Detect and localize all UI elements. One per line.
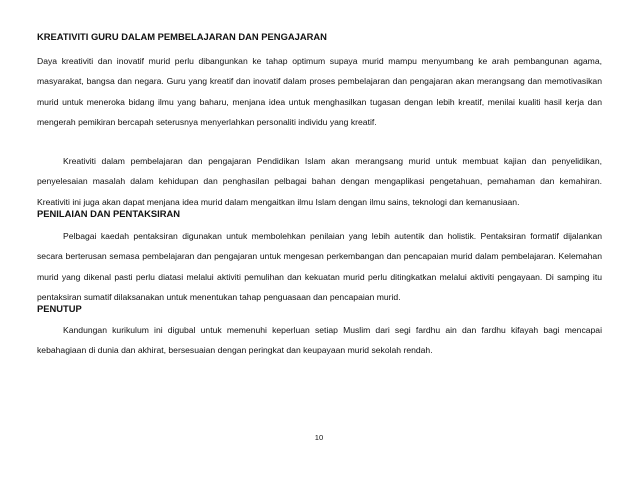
heading-kreativiti: KREATIVITI GURU DALAM PEMBELAJARAN DAN PENGAJARAN (37, 31, 327, 42)
heading-penutup: PENUTUP (37, 303, 82, 314)
page-number: 10 (314, 433, 324, 442)
paragraph-penilaian-1: Pelbagai kaedah pentaksiran digunakan untuk membolehkan penilaian yang lebih autentik dan holistik. Pentaksiran formatif dijalankan secara berterusan semasa pembelajaran dan pengajaran untuk mengesan perkembangan dan pencapaian murid dalam pembelajaran. Kelemahan murid yang dikenal pasti perlu diatasi melalui aktiviti pemulihan dan kekuatan murid perlu ditingkatkan melalui aktiviti pengayaan. Di samping itu pentaksiran sumatif dilaksanakan untuk menentukan tahap penguasaan dan pencapaian murid. (37, 231, 602, 303)
paragraph-kreativiti-2: Kreativiti dalam pembelajaran dan pengajaran Pendidikan Islam akan merangsang murid untuk membuat kajian dan penyelidikan, penyelesaian masalah dalam kehidupan dan penghasilan pelbagai bahan dengan mengaplikasi pengetahuan, pemahaman dan kemahiran. Kreativiti ini juga akan dapat menjana idea murid dalam mengaitkan ilmu Islam dengan ilmu sains, teknologi dan kemanusiaan. (37, 156, 602, 207)
paragraph-penutup-1: Kandungan kurikulum ini digubal untuk memenuhi keperluan setiap Muslim dari segi fardhu ain dan fardhu kifayah bagi mencapai kebahagiaan di dunia dan akhirat, bersesuaian dengan peringkat dan keupayaan murid sekolah rendah. (37, 325, 602, 356)
paragraph-kreativiti-1: Daya kreativiti dan inovatif murid perlu dibangunkan ke tahap optimum supaya murid mampu menyumbang ke arah pembangunan agama, masyarakat, bangsa dan negara. Guru yang kreatif dan inovatif dalam proses pembelajaran dan pengajaran akan merangsang dan memotivasikan murid untuk meneroka bidang ilmu yang baharu, menjana idea untuk menghasilkan tugasan dengan lebih kreatif, menilai kualiti hasil kerja dan mengerah pemikiran bercapah seterusnya menyerlahkan personaliti individu yang kreatif. (37, 56, 602, 128)
heading-penilaian: PENILAIAN DAN PENTAKSIRAN (37, 208, 181, 219)
